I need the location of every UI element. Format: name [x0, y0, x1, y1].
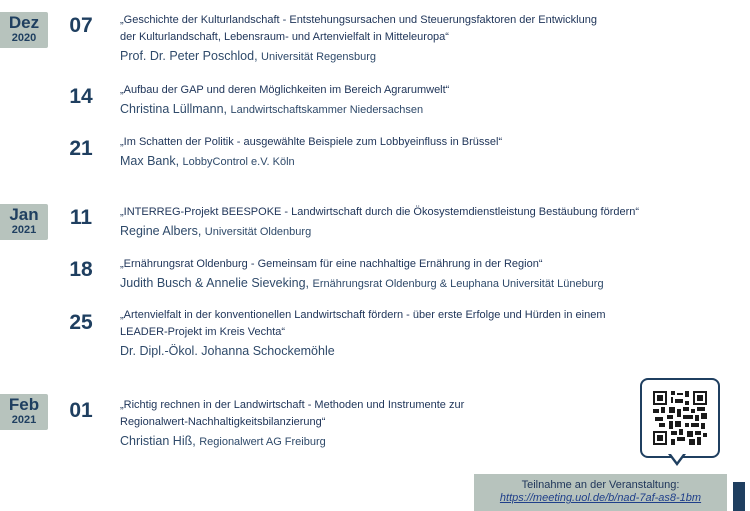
event-07	[120, 12, 640, 66]
speaker-org: Ernährungsrat Oldenburg & Leuphana Universität Lüneburg	[312, 278, 604, 290]
month-badge-feb	[0, 394, 48, 430]
meeting-link[interactable]: https://meeting.uol.de/b/nad-7af-as8-1bm	[499, 492, 702, 504]
event-speaker	[120, 223, 640, 241]
speaker-name: Judith Busch & Annelie Sieveking,	[120, 276, 310, 290]
month-name: Dez	[8, 13, 40, 32]
speaker-name: Christina Lüllmann,	[120, 102, 227, 116]
speaker-name: Regine Albers,	[120, 224, 202, 238]
event-11	[120, 204, 640, 241]
speaker-org: Regionalwert AG Freiburg	[199, 436, 326, 448]
event-speaker	[120, 343, 640, 360]
event-title-line: „Geschichte der Kulturlandschaft - Entstehungsursachen und Steuerungsfaktoren der Entwicklung	[120, 14, 597, 26]
event-day: 25	[69, 311, 93, 334]
qr-callout-tail-inner	[671, 454, 683, 462]
event-title-line: „Aufbau der GAP und deren Möglichkeiten im Bereich Agrarumwelt“	[120, 84, 450, 96]
event-day: 07	[69, 14, 93, 37]
month-badge-jan	[0, 204, 48, 240]
month-badge-dez	[0, 12, 48, 48]
month-year: 2020	[11, 32, 37, 44]
event-title-line: „Ernährungsrat Oldenburg - Gemeinsam für eine nachhaltige Ernährung in der Region“	[120, 258, 543, 270]
qr-code-frame	[640, 378, 720, 458]
event-title-line: der Kulturlandschaft, Lebensraum- und Artenvielfalt in Mitteleuropa“	[120, 31, 449, 43]
event-01	[120, 397, 500, 451]
event-day: 14	[69, 85, 93, 108]
event-speaker	[120, 153, 640, 171]
event-speaker	[120, 48, 640, 66]
month-year: 2021	[11, 224, 37, 236]
speaker-name: Dr. Dipl.-Ökol. Johanna Schockemöhle	[120, 344, 335, 358]
month-name: Feb	[8, 395, 40, 414]
event-day: 11	[69, 206, 93, 229]
event-title-line: „INTERREG-Projekt BEESPOKE - Landwirtschaft durch die Ökosystemdienstleistung Bestäubung fördern“	[120, 206, 640, 218]
speaker-org: Universität Oldenburg	[204, 226, 312, 238]
corner-accent	[733, 482, 745, 511]
event-21	[120, 134, 640, 171]
event-title-line: Regionalwert-Nachhaltigkeitsbilanzierung“	[120, 416, 326, 428]
event-speaker	[120, 101, 640, 119]
event-14	[120, 82, 640, 119]
event-title-line: „Richtig rechnen in der Landwirtschaft - Methoden und Instrumente zur	[120, 399, 465, 411]
event-title-line: LEADER-Projekt im Kreis Vechta“	[120, 326, 286, 338]
month-year: 2021	[11, 414, 37, 426]
qr-code-icon	[653, 391, 707, 445]
event-day: 21	[69, 137, 93, 160]
speaker-name: Max Bank,	[120, 154, 180, 168]
speaker-org: Landwirtschaftskammer Niedersachsen	[230, 104, 424, 116]
event-25	[120, 307, 640, 360]
event-18	[120, 256, 640, 293]
speaker-org: Universität Regensburg	[261, 51, 376, 63]
participation-label: Teilnahme an der Veranstaltung:	[521, 479, 680, 491]
event-speaker	[120, 275, 640, 293]
speaker-name: Prof. Dr. Peter Poschlod,	[120, 49, 258, 63]
event-day: 01	[69, 399, 93, 422]
speaker-org: LobbyControl e.V. Köln	[182, 156, 295, 168]
event-day: 18	[69, 258, 93, 281]
event-title-line: „Artenvielfalt in der konventionellen Landwirtschaft fördern - über erste Erfolge und Hürden in einem	[120, 309, 606, 321]
speaker-name: Christian Hiß,	[120, 434, 196, 448]
event-title-line: „Im Schatten der Politik - ausgewählte Beispiele zum Lobbyeinfluss in Brüssel“	[120, 136, 503, 148]
month-name: Jan	[9, 205, 39, 224]
event-speaker	[120, 433, 500, 451]
participation-box	[474, 474, 727, 511]
